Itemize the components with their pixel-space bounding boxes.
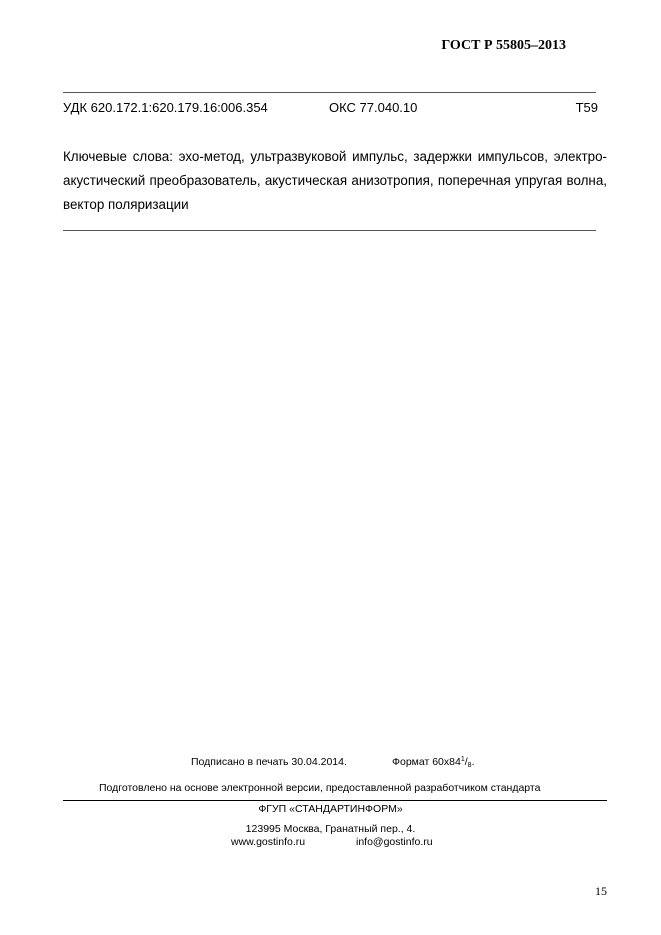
- keywords-divider: [63, 230, 596, 231]
- oks-code: ОКС 77.040.10: [329, 100, 418, 115]
- format-suffix: .: [471, 756, 475, 768]
- format-prefix: Формат 60x84: [392, 756, 461, 768]
- group-code: Т59: [575, 100, 598, 115]
- publisher-email: info@gostinfo.ru: [356, 836, 433, 848]
- format-denominator: 8: [467, 762, 472, 769]
- page-number: 15: [595, 884, 607, 898]
- prepared-note: Подготовлено на основе электронной версии, предоставленной разработчиком стандарта: [99, 782, 541, 794]
- standard-code-header: ГОСТ Р 55805–2013: [441, 38, 566, 53]
- top-divider: [63, 92, 596, 93]
- publisher-address: 123995 Москва, Гранатный пер., 4.: [245, 823, 416, 835]
- format-numerator: 1: [460, 756, 465, 763]
- signed-for-print: Подписано в печать 30.04.2014.: [191, 756, 347, 768]
- paper-format: Формат $60x84^1/_8$.: [392, 756, 475, 769]
- publisher-website: www.gostinfo.ru: [231, 836, 306, 848]
- publisher-name: ФГУП «СТАНДАРТИНФОРМ»: [258, 803, 403, 815]
- imprint-divider: [63, 800, 607, 801]
- udk-code: УДК 620.172.1:620.179.16:006.354: [63, 100, 268, 115]
- keywords-paragraph: Ключевые слова: эхо-метод, ультразвуковой импульс, задержки импульсов, электро-акустический преобразователь, акустическая анизотропия, поперечная упругая волна, вектор поляризации: [63, 149, 607, 212]
